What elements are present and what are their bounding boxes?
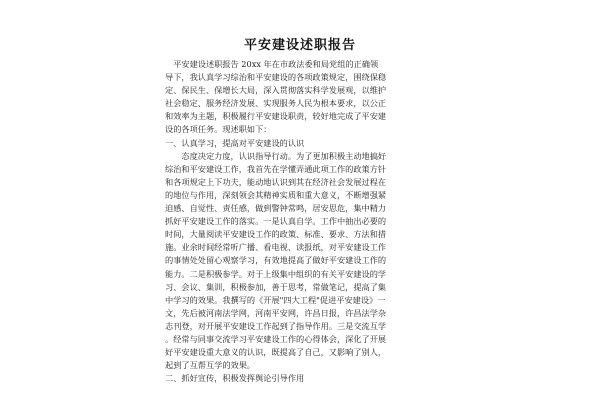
body-line: 态度决定力度，认识指导行动。为了更加积极主动地搞好	[165, 150, 387, 161]
body-line: 的地位与作用，深刻领会其精神实质和重大意义，不断增强紧	[165, 189, 387, 200]
body-line: 设的各项任务。现述职如下：	[165, 124, 272, 135]
body-line: 的事情处处留心观察学习，有效地提高了做好平安建设工作的	[165, 255, 387, 266]
body-line: 时间，大量阅读平安建设工作的政策、标准、要求、方法和措	[165, 229, 387, 240]
body-line: 综治和平安建设工作，我首先在学懂弄通此项工作的政策方针	[165, 163, 387, 174]
body-line: 文，先后被河南法学网，河南平安网，许昌日报，许昌法学杂	[165, 307, 387, 318]
body-line: 中学习的效果。我撰写的《开展"四大工程"促进平安建设》一	[165, 294, 386, 305]
body-line: 。经常与同事交流学习平安建设工作的心得体会，深化了开展	[165, 333, 387, 344]
body-line: 和效率为主题，积极履行平安建设职责，较好地完成了平安建	[165, 111, 387, 122]
section-heading: 一、认真学习，提高对平安建设的认识	[165, 137, 305, 148]
body-line: 抓好平安建设工作的落实。一是认真自学。工作中抽出必要的	[165, 216, 387, 227]
body-line: 导下，我认真学习综治和平安建设的各项政策规定，围绕保稳	[165, 72, 387, 83]
body-line: 起到了互帮互学的效果。	[165, 360, 256, 371]
section-heading: 二、抓好宣传，积极发挥舆论引导作用	[165, 373, 305, 384]
body-line: 和各项规定上下功夫，能动地认识到其在经济社会发展过程在	[165, 176, 387, 187]
body-line: 迫感、自觉性、责任感，做到警钟常鸣，居安思危，集中精力	[165, 203, 387, 214]
document-body	[165, 58, 440, 385]
body-line: 社会稳定、服务经济发展、实现服务人民为根本要求，以公正	[165, 98, 387, 109]
document-title: 平安建设述职报告	[243, 38, 356, 53]
body-line: 施。业余时间经常听广播、看电视、读报纸，对平安建设工作	[165, 242, 387, 253]
body-line: 志刊登，对开展平安建设工作起到了指导作用。三是交流互学	[165, 320, 387, 331]
body-line: 定、保民生、保增长大局，深入贯彻落实科学发展观，以维护	[165, 85, 387, 96]
body-line: 习、会议、集训，积极参加，善于思考，常做笔记，提高了集	[165, 281, 387, 292]
body-line: 好平安建设重大意义的认识，既提高了自己，又影响了别人，	[165, 347, 387, 358]
body-line: 能力。二是积极参学。对于上级集中组织的有关平安建设的学	[165, 268, 387, 279]
body-line: 平安建设述职报告 20xx 年在市政法委和局党组的正确领	[165, 59, 379, 69]
